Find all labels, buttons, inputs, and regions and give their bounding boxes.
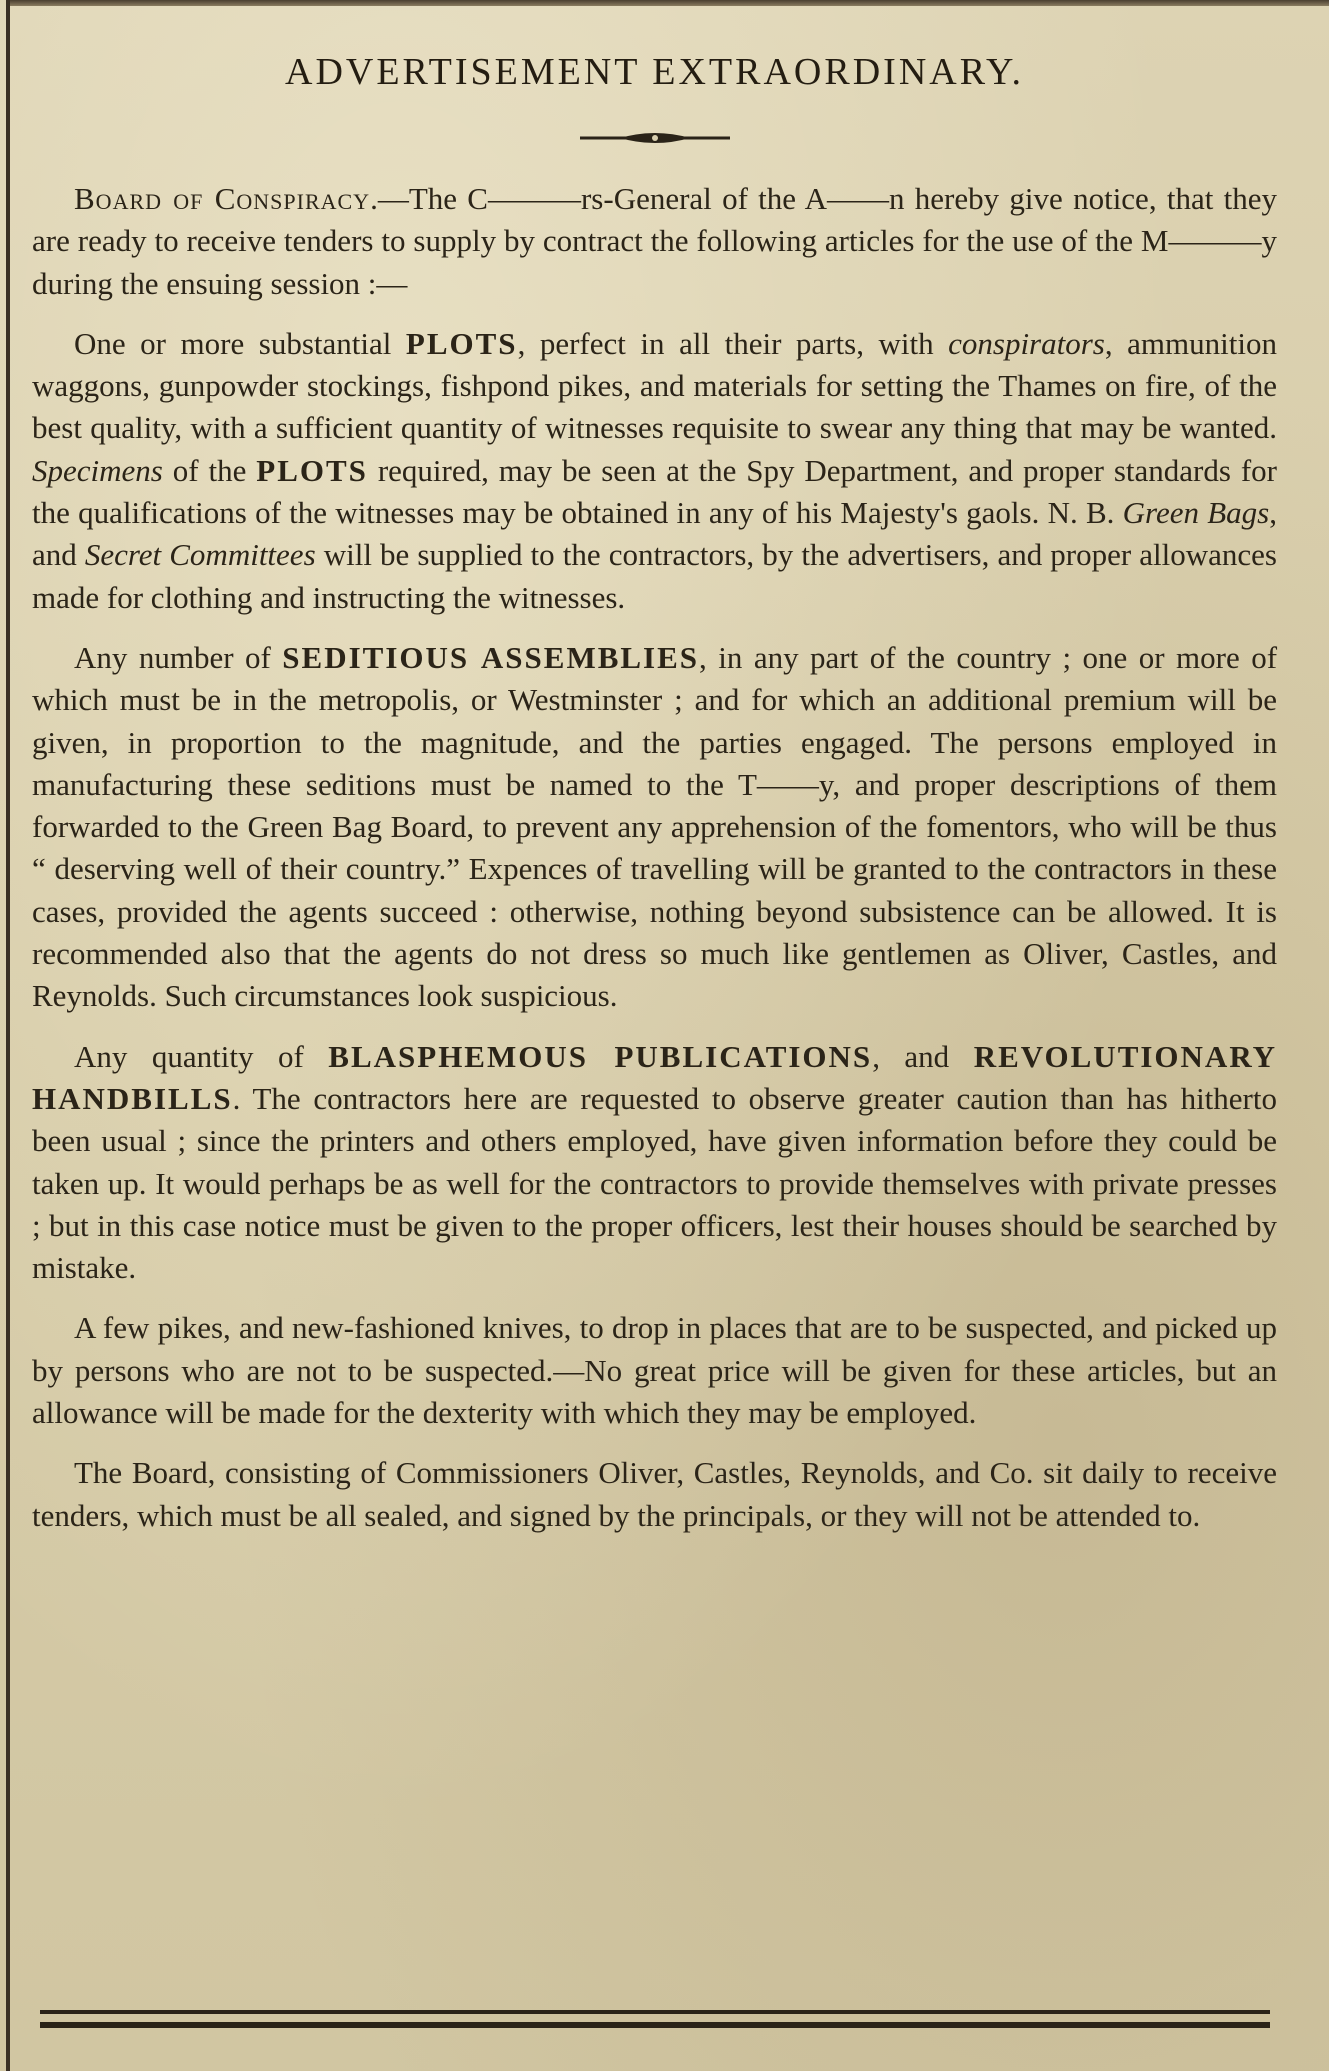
plots-text-e: , ammunition waggons, gunpowder stockings, fishpond pikes, and materials for setting the Thames on fire, of the best quality, with a sufficient quantity of witnesses requisite to swear any thing that may be wanted. [32,325,1277,446]
assemblies-text-c: , in any part of the country ; one or more of which must be in the metropolis, or Westminster ; and for which an additional premium will be given, in proportion to the magnitude, and the parties engaged. The persons employed in manufacturing these seditions must be named to the T——y, and proper descriptions of them forwarded to the Green Bag Board, to prevent any apprehension of the fomentors, who will be thus “ deserving well of their country.” Expences of travelling will be granted to the contractors in these cases, provided the agents succeed : otherwise, nothing beyond subsistence can be allowed. It is recommended also that the agents do not dress so much like gentlemen as Oliver, Castles, and Reynolds. Such circumstances look suspicious. [32,639,1278,1014]
plots-text-a: One or more substantial [74,325,406,361]
paragraph-seditious-assemblies [32,637,1277,1018]
plots-text-c: , perfect in all their parts, with [517,325,949,361]
top-border-rule [10,0,1329,6]
advertisement-article [32,40,1277,1555]
plots-text-i: required, may be seen at the Spy Department, and proper standards for the qualifications of the witnesses may be obtained in any of his Majesty's gaols. N. B. [32,452,1277,531]
paragraph-publications [32,1036,1277,1290]
green-bags-italic: Green Bags [1122,495,1270,531]
paragraph-board-notice [32,178,1277,305]
plots-heading-2: PLOTS [256,452,368,488]
publications-heading: BLASPHEMOUS PUBLICATIONS [328,1038,873,1074]
plots-text-g: of the [162,452,257,488]
assemblies-heading: SEDITIOUS ASSEMBLIES [282,639,700,675]
paragraph-plots [32,323,1277,619]
board-lead: Board of Conspiracy [74,181,371,216]
board-notice-text: .—The C———rs-General of the A——n hereby give notice, that they are ready to receive tenders to supply by contract the following articles for the use of the M———y during the ensuing session :— [32,181,1277,301]
specimens-italic: Specimens [32,452,163,488]
handbills-heading: REVOLUTIONARY HANDBILLS [32,1038,1278,1116]
plots-text-k: , and [32,495,1277,573]
bottom-double-rule [40,2010,1270,2028]
headline: ADVERTISEMENT EXTRAORDINARY. [285,51,1024,93]
conspirators-italic: conspirators [948,325,1105,361]
ornament-dash-icon [580,128,730,148]
secret-committees-italic: Secret Committees [84,537,316,573]
bottom-rule-thin [40,2010,1270,2014]
plots-heading: PLOTS [405,325,518,361]
plots-text-m: will be supplied to the contractors, by the advertisers, and proper allowances made for clothing and instructing the witnesses. [32,537,1278,615]
column-border-rule [6,0,10,2071]
publications-text-e: . The contractors here are requested to observe greater caution than has hitherto been usual ; since the printers and others employed, have given information before they could be taken up. It would perhaps be as well for the contractors to provide themselves with private presses ; but in this case notice must be given to the proper officers, lest their houses should be searched by mistake. [32,1080,1277,1286]
paragraph-pikes: A few pikes, and new-fashioned knives, to drop in places that are to be suspected, and picked up by persons who are not to be suspected.—No great price will be given for these articles, but an allowance will be made for the dexterity with which they may be employed. [32,1310,1277,1431]
publications-text-c: , and [872,1038,974,1074]
paragraph-board-sitting: The Board, consisting of Commissioners Oliver, Castles, Reynolds, and Co. sit daily to receive tenders, which must be all sealed, and signed by the principals, or they will not be attended to. [32,1455,1277,1533]
publications-text-a: Any quantity of [74,1038,329,1074]
assemblies-text-a: Any number of [74,639,283,675]
bottom-rule-thick [40,2022,1270,2028]
